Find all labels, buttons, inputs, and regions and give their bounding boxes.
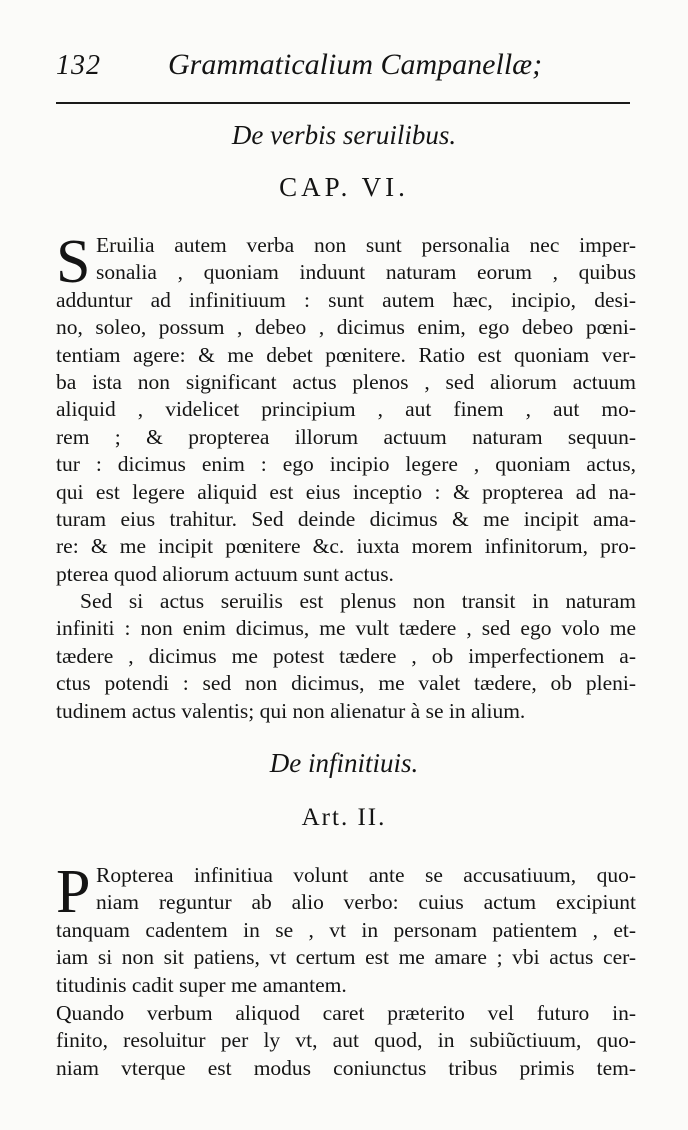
text-line: tædere , dicimus me potest tædere , ob imperfectionem a- (56, 643, 636, 668)
text-line: ctus potendi : sed non dicimus, me valet tædere, ob pleni- (56, 671, 636, 696)
running-head (56, 44, 636, 92)
text-line: qui est legere aliquid est eius inceptio : & propterea ad na- (56, 479, 636, 504)
text-line: finito, resoluitur per ly vt, aut quod, in subiũctiuum, quo- (56, 1028, 636, 1053)
text-line: Quando verbum aliquod caret præterito vel futuro in- (56, 1001, 636, 1025)
text-line: aliquid , videlicet principium , aut finem , aut mo- (56, 397, 636, 422)
text-line: adduntur ad infinitiuum : sunt autem hæc, incipio, desi- (56, 287, 636, 312)
text-line: rem ; & propterea illorum actuum naturam sequun- (56, 424, 636, 449)
section-title-infinitiuis: De infinitiuis. (269, 748, 419, 778)
paragraph-4 (56, 1000, 636, 1082)
drop-capital: S (56, 228, 91, 296)
text-line: tentiam agere: & me debet pœnitere. Ratio est quoniam ver- (56, 342, 636, 367)
text-line: niam vterque est modus coniunctus tribus primis tem- (56, 1055, 636, 1080)
text-line: titudinis cadit super me amantem. (56, 972, 347, 997)
text-line: no, soleo, possum , debeo , dicimus enim, ego debeo pœni- (56, 315, 636, 340)
text-line: tanquam cadentem in se , vt in personam patientem , et- (56, 917, 636, 942)
text-line: ba ista non significant actus plenos , sed aliorum actuum (56, 369, 636, 394)
paragraph-1 (56, 228, 636, 588)
text-line: pterea quod aliorum actuum sunt actus. (56, 561, 394, 586)
text-line: Ropterea infinitiua volunt ante se accusatiuum, quo- (96, 863, 636, 887)
text-line: tudinem actus valentis; qui non alienatur à se in alium. (56, 698, 526, 723)
chapter-heading: CAP. VI. (279, 172, 409, 202)
drop-capital: P (56, 858, 91, 926)
paragraph-3 (56, 858, 636, 999)
text-line: turam eius trahitur. Sed deinde dicimus & me incipit ama- (56, 506, 636, 531)
text-line: iam si non sit patiens, vt certum est me amare ; vbi actus cer- (56, 945, 636, 970)
text-line: infiniti : non enim dicimus, me vult tædere , sed ego volo me (56, 616, 636, 641)
section-title-verbis-seruilibus: De verbis seruilibus. (231, 120, 457, 150)
text-line: tur : dicimus enim : ego incipio legere , quoniam actus, (56, 452, 636, 477)
paragraph-2 (56, 588, 636, 725)
text-line: Sed si actus seruilis est plenus non transit in naturam (80, 589, 636, 613)
text-line: sonalia , quoniam induunt naturam eorum , quibus (96, 260, 636, 285)
text-line: niam reguntur ab alio verbo: cuius actum excipiunt (96, 890, 636, 915)
header-rule (56, 102, 630, 104)
text-line: Eruilia autem verba non sunt personalia nec imper- (96, 233, 636, 257)
text-line: re: & me incipit pœnitere &c. iuxta morem infinitorum, pro- (56, 534, 636, 559)
article-heading: Art. II. (301, 804, 387, 831)
page-number: 132 (56, 50, 101, 81)
running-title: Grammaticalium Campanellæ; (168, 48, 543, 81)
